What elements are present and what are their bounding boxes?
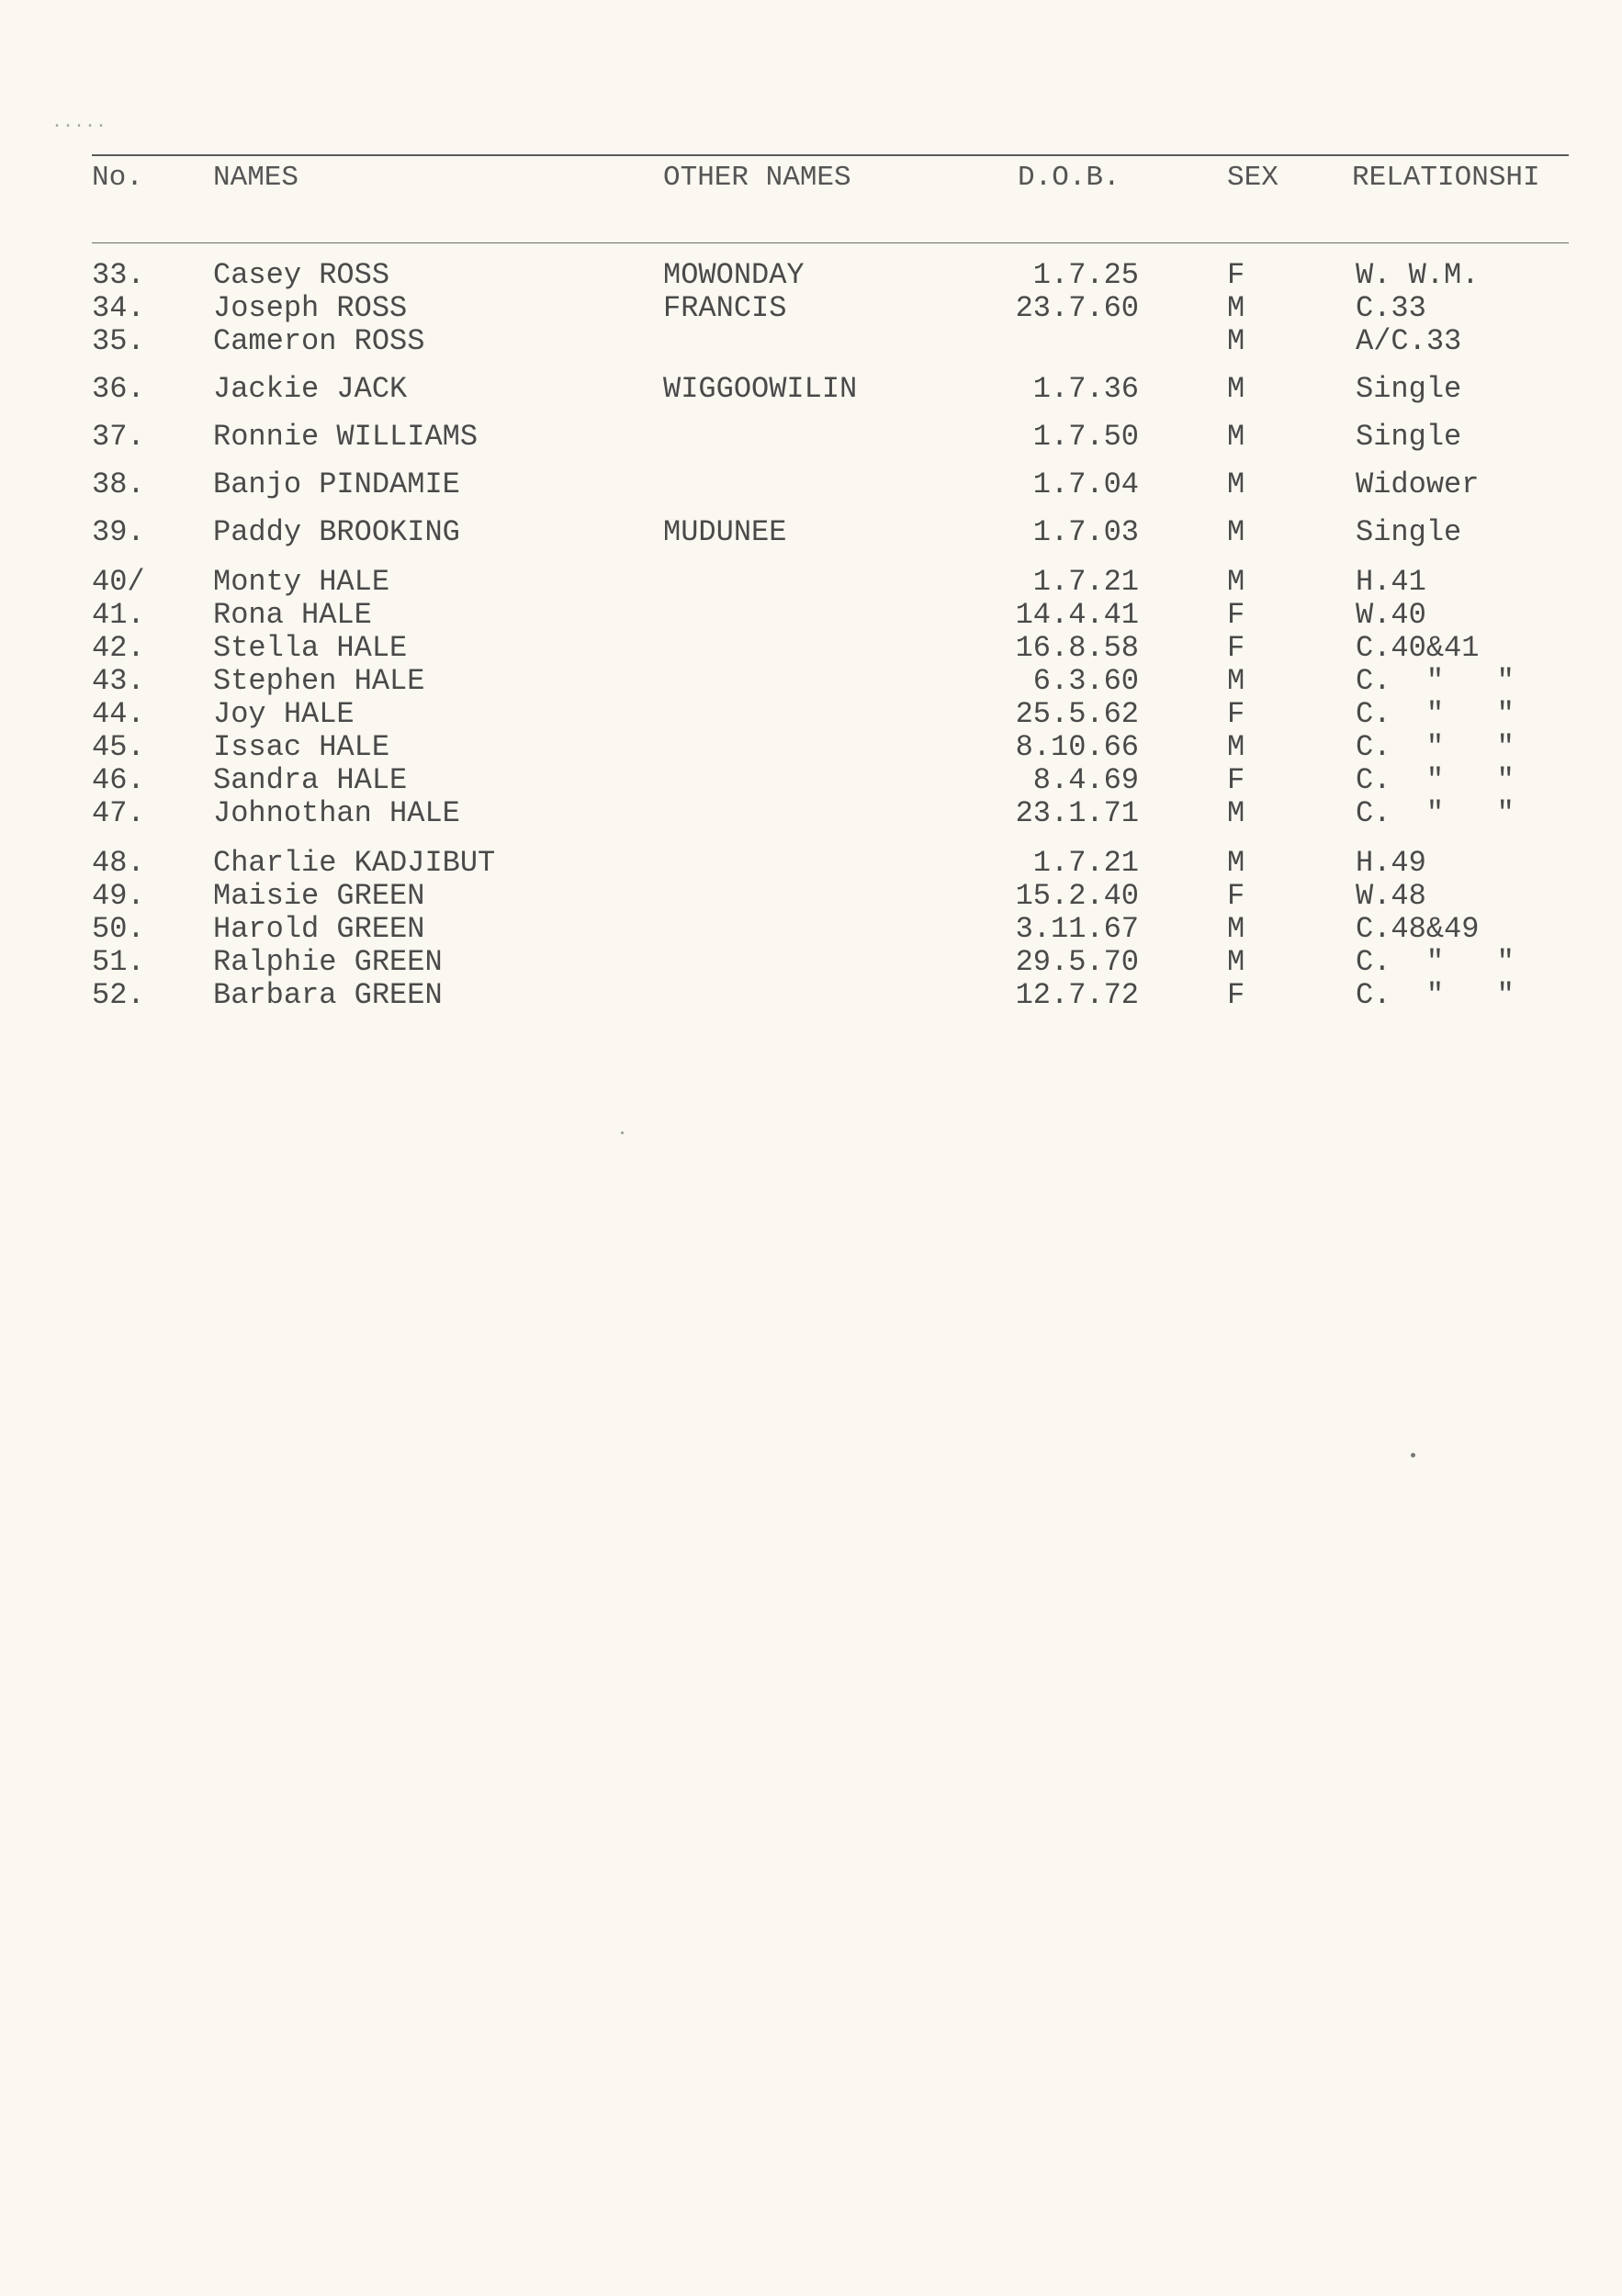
row-other-names: WIGGOOWILIN	[663, 372, 858, 406]
row-relationship: C. " "	[1356, 763, 1515, 797]
row-sex: M	[1227, 846, 1245, 880]
header-bottom-rule	[92, 242, 1569, 243]
row-name: Cameron ROSS	[213, 324, 425, 358]
row-name: Sandra HALE	[213, 763, 408, 797]
row-name: Maisie GREEN	[213, 879, 425, 913]
row-relationship: W.40	[1356, 598, 1426, 632]
row-sex: M	[1227, 467, 1245, 501]
row-sex: M	[1227, 796, 1245, 830]
row-sex: M	[1227, 420, 1245, 454]
row-sex: F	[1227, 598, 1245, 632]
row-dob: 3.11.67	[1015, 912, 1139, 946]
row-name: Stella HALE	[213, 631, 408, 665]
row-number: 52.	[92, 978, 145, 1012]
row-dob: 1.7.21	[1032, 565, 1139, 599]
row-number: 45.	[92, 730, 145, 764]
row-relationship: C.40&41	[1356, 631, 1480, 665]
row-number: 46.	[92, 763, 145, 797]
row-relationship: W.48	[1356, 879, 1426, 913]
row-sex: M	[1227, 565, 1245, 599]
row-sex: F	[1227, 763, 1245, 797]
row-number: 39.	[92, 515, 145, 549]
row-dob: 29.5.70	[1015, 945, 1139, 979]
row-relationship: Widower	[1356, 467, 1480, 501]
row-name: Rona HALE	[213, 598, 372, 632]
row-number: 50.	[92, 912, 145, 946]
row-dob: 1.7.36	[1032, 372, 1139, 406]
row-number: 38.	[92, 467, 145, 501]
row-number: 51.	[92, 945, 145, 979]
row-relationship: W. W.M.	[1356, 258, 1480, 292]
row-number: 41.	[92, 598, 145, 632]
row-number: 47.	[92, 796, 145, 830]
row-other-names: MUDUNEE	[663, 515, 787, 549]
row-sex: M	[1227, 372, 1245, 406]
row-sex: M	[1227, 291, 1245, 325]
row-sex: F	[1227, 697, 1245, 731]
row-dob: 8.10.66	[1015, 730, 1139, 764]
row-name: Banjo PINDAMIE	[213, 467, 460, 501]
header-top-rule	[92, 154, 1569, 156]
row-relationship: C.33	[1356, 291, 1426, 325]
paper-speck	[1411, 1453, 1415, 1458]
row-relationship: C. " "	[1356, 697, 1515, 731]
row-sex: M	[1227, 912, 1245, 946]
row-relationship: C. " "	[1356, 796, 1515, 830]
row-sex: F	[1227, 879, 1245, 913]
row-relationship: H.41	[1356, 565, 1426, 599]
row-name: Ralphie GREEN	[213, 945, 443, 979]
row-name: Johnothan HALE	[213, 796, 460, 830]
row-name: Stephen HALE	[213, 664, 425, 698]
row-sex: M	[1227, 730, 1245, 764]
row-dob: 8.4.69	[1032, 763, 1139, 797]
row-name: Barbara GREEN	[213, 978, 443, 1012]
row-name: Ronnie WILLIAMS	[213, 420, 479, 454]
row-name: Jackie JACK	[213, 372, 408, 406]
row-dob: 1.7.04	[1032, 467, 1139, 501]
row-sex: F	[1227, 631, 1245, 665]
paper-speck	[621, 1131, 624, 1134]
row-dob: 1.7.03	[1032, 515, 1139, 549]
header-sex: SEX	[1227, 162, 1278, 194]
row-number: 36.	[92, 372, 145, 406]
row-relationship: C.48&49	[1356, 912, 1480, 946]
row-sex: F	[1227, 258, 1245, 292]
row-number: 35.	[92, 324, 145, 358]
row-number: 34.	[92, 291, 145, 325]
row-dob: 12.7.72	[1015, 978, 1139, 1012]
row-dob: 25.5.62	[1015, 697, 1139, 731]
row-number: 33.	[92, 258, 145, 292]
header-relationship: RELATIONSHI	[1352, 162, 1540, 194]
row-sex: M	[1227, 664, 1245, 698]
row-number: 43.	[92, 664, 145, 698]
margin-note: ·····	[51, 116, 107, 137]
row-relationship: C. " "	[1356, 945, 1515, 979]
row-other-names: FRANCIS	[663, 291, 787, 325]
row-name: Joseph ROSS	[213, 291, 408, 325]
row-name: Monty HALE	[213, 565, 390, 599]
row-number: 37.	[92, 420, 145, 454]
row-dob: 6.3.60	[1032, 664, 1139, 698]
header-other-names: OTHER NAMES	[663, 162, 851, 194]
row-number: 49.	[92, 879, 145, 913]
row-relationship: C. " "	[1356, 730, 1515, 764]
row-dob: 1.7.21	[1032, 846, 1139, 880]
row-name: Harold GREEN	[213, 912, 425, 946]
row-relationship: Single	[1356, 372, 1462, 406]
row-dob: 23.1.71	[1015, 796, 1139, 830]
row-dob: 15.2.40	[1015, 879, 1139, 913]
row-relationship: Single	[1356, 420, 1462, 454]
row-sex: M	[1227, 945, 1245, 979]
header-no: No.	[92, 162, 143, 194]
row-dob: 1.7.25	[1032, 258, 1139, 292]
row-name: Joy HALE	[213, 697, 355, 731]
row-sex: F	[1227, 978, 1245, 1012]
row-number: 40/	[92, 565, 145, 599]
row-number: 42.	[92, 631, 145, 665]
row-name: Charlie KADJIBUT	[213, 846, 496, 880]
row-number: 48.	[92, 846, 145, 880]
row-relationship: Single	[1356, 515, 1462, 549]
row-name: Casey ROSS	[213, 258, 390, 292]
row-other-names: MOWONDAY	[663, 258, 805, 292]
row-number: 44.	[92, 697, 145, 731]
row-sex: M	[1227, 324, 1245, 358]
row-name: Issac HALE	[213, 730, 390, 764]
row-dob: 14.4.41	[1015, 598, 1139, 632]
row-relationship: H.49	[1356, 846, 1426, 880]
header-dob: D.O.B.	[1018, 162, 1121, 194]
row-dob: 23.7.60	[1015, 291, 1139, 325]
header-names: NAMES	[213, 162, 299, 194]
row-relationship: C. " "	[1356, 978, 1515, 1012]
row-relationship: C. " "	[1356, 664, 1515, 698]
row-name: Paddy BROOKING	[213, 515, 460, 549]
row-dob: 16.8.58	[1015, 631, 1139, 665]
row-relationship: A/C.33	[1356, 324, 1462, 358]
row-dob: 1.7.50	[1032, 420, 1139, 454]
row-sex: M	[1227, 515, 1245, 549]
